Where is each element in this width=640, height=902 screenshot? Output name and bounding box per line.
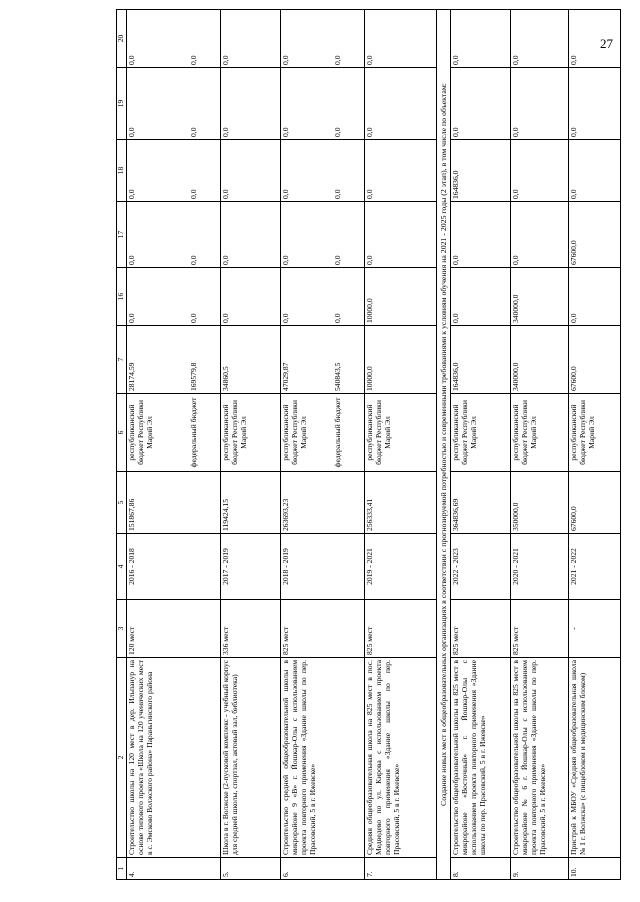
- value-7: 540843,5: [333, 326, 365, 394]
- row-number: 9.: [511, 858, 569, 880]
- value-16: 0,0: [333, 268, 365, 326]
- capacity: 825 мест: [451, 600, 511, 658]
- funding-source: федеральный бюджет: [333, 394, 365, 472]
- years: 2019 - 2021: [365, 534, 437, 600]
- capacity: 825 мест: [281, 600, 365, 658]
- years: 2020 - 2021: [511, 534, 569, 600]
- value-18: 0,0: [569, 140, 621, 202]
- value-18: 0,0: [333, 140, 365, 202]
- row-number: 8.: [451, 858, 511, 880]
- header-cell: 7: [117, 326, 127, 394]
- value-19: 0,0: [189, 68, 221, 140]
- table-row: [365, 10, 437, 880]
- value-18: 0,0: [511, 140, 569, 202]
- value-19: 0,0: [511, 68, 569, 140]
- value-16: 0,0: [127, 268, 189, 326]
- years: 2022 - 2023: [451, 534, 511, 600]
- page-number: 27: [600, 36, 613, 51]
- value-18: 0,0: [221, 140, 281, 202]
- value-18: 0,0: [189, 140, 221, 202]
- row-number: 4.: [127, 858, 221, 880]
- value-19: 0,0: [451, 68, 511, 140]
- table-row: [451, 10, 511, 880]
- header-cell: 5: [117, 472, 127, 534]
- value-19: 0,0: [333, 68, 365, 140]
- capacity: 120 мест: [127, 600, 221, 658]
- row-number: 7.: [365, 858, 437, 880]
- value-18: 0,0: [281, 140, 333, 202]
- section-row: [437, 10, 451, 880]
- value-16: 0,0: [189, 268, 221, 326]
- years: 2018 - 2019: [281, 534, 365, 600]
- object-name: Пристрой к МБОУ «Средняя общеобразовательная школа № 1 г. Волжска» (с пищеблоком и медицинским блоком): [569, 658, 621, 858]
- row-number: 6.: [281, 858, 365, 880]
- capacity: 825 мест: [365, 600, 437, 658]
- value-17: 0,0: [127, 202, 189, 268]
- budget-table: [116, 9, 621, 880]
- header-cell: 4: [117, 534, 127, 600]
- value-20: 0,0: [451, 10, 511, 68]
- section-title: Создание новых мест в общеобразовательных организациях в соответствии с прогнозируемой потребностью и современными требованиями к условиям обучения на 2021 - 2025 годы (2 этап), в том числе по объектам:: [437, 10, 451, 880]
- years: 2021 - 2022: [569, 534, 621, 600]
- funding-source: республиканский бюджет Республики Марий Эл: [221, 394, 281, 472]
- object-name: Строительство общеобразовательной школы на 825 мест в микрорайоне № 6 г. Йошкар-Олы с использованием проекта повторного применения «Здание школы по пер. Прасовский, 5 в г. Ижевске»: [511, 658, 569, 858]
- value-17: 0,0: [189, 202, 221, 268]
- value-18: 0,0: [127, 140, 189, 202]
- capacity: -: [569, 600, 621, 658]
- value-17: 0,0: [365, 202, 437, 268]
- value-20: 0,0: [281, 10, 333, 68]
- value-19: 0,0: [365, 68, 437, 140]
- value-20: 0,0: [221, 10, 281, 68]
- table-row: [569, 10, 621, 880]
- cost: 151867,86: [127, 472, 221, 534]
- funding-source: республиканский бюджет Республики Марий Эл: [451, 394, 511, 472]
- value-18: 0,0: [365, 140, 437, 202]
- funding-source: республиканский бюджет Республики Марий Эл: [365, 394, 437, 472]
- value-7: 169579,8: [189, 326, 221, 394]
- value-7: 34860,5: [221, 326, 281, 394]
- cost: 364836,69: [451, 472, 511, 534]
- value-20: 0,0: [333, 10, 365, 68]
- value-17: 67600,0: [569, 202, 621, 268]
- header-cell: 19: [117, 68, 127, 140]
- rotated-table-container: [116, 10, 626, 880]
- value-17: 0,0: [333, 202, 365, 268]
- capacity: 336 мест: [221, 600, 281, 658]
- value-17: 0,0: [511, 202, 569, 268]
- value-20: 0,0: [127, 10, 189, 68]
- object-name: Школа в г. Волжске (2-пусковой комплекс - учебный корпус для средней школы, спортзал, актовый зал, библиотека): [221, 658, 281, 858]
- years: 2017 - 2019: [221, 534, 281, 600]
- value-19: 0,0: [281, 68, 333, 140]
- cost: 263693,23: [281, 472, 365, 534]
- value-20: 0,0: [189, 10, 221, 68]
- row-number: 10.: [569, 858, 621, 880]
- value-19: 0,0: [569, 68, 621, 140]
- value-16: 0,0: [281, 268, 333, 326]
- object-name: Средняя общеобразовательная школа на 825 мест в пос. Медведево по ул. Кирова с использованием проекта повторного применения «Здание школы по пер. Прасовский, 5 в г. Ижевске»: [365, 658, 437, 858]
- value-19: 0,0: [127, 68, 189, 140]
- funding-source: федеральный бюджет: [189, 394, 221, 472]
- object-name: Строительство общеобразовательной школы на 825 мест в микрорайоне «Восточный» г. Йошкар-Олы с использованием проекта повторного применения «Здание школы по пер. Прасовский, 5 в г. Ижевске»: [451, 658, 511, 858]
- capacity: 825 мест: [511, 600, 569, 658]
- value-18: 164836,0: [451, 140, 511, 202]
- header-cell: 1: [117, 858, 127, 880]
- value-16: 0,0: [221, 268, 281, 326]
- header-cell: 16: [117, 268, 127, 326]
- cost: 350000,0: [511, 472, 569, 534]
- funding-source: республиканский бюджет Республики Марий Эл: [127, 394, 189, 472]
- row-number: 5.: [221, 858, 281, 880]
- value-17: 0,0: [221, 202, 281, 268]
- years: 2016 - 2018: [127, 534, 221, 600]
- value-20: 0,0: [511, 10, 569, 68]
- value-7: 164836,0: [451, 326, 511, 394]
- header-cell: 2: [117, 658, 127, 858]
- value-7: 47029,87: [281, 326, 333, 394]
- header-cell: 3: [117, 600, 127, 658]
- value-7: 10000,0: [365, 326, 437, 394]
- cost: 256333,41: [365, 472, 437, 534]
- value-17: 0,0: [281, 202, 333, 268]
- header-cell: 17: [117, 202, 127, 268]
- cost: 67600,0: [569, 472, 621, 534]
- table-row: [281, 10, 333, 880]
- header-cell: 20: [117, 10, 127, 68]
- value-16: 0,0: [569, 268, 621, 326]
- value-20: 0,0: [569, 10, 621, 68]
- value-17: 0,0: [451, 202, 511, 268]
- object-name: Строительство школы на 120 мест в дер. Ильпанур на основе типового проекта «Школа на 120 ученических мест в с. Эмсково Волжского района» Параньгинского района: [127, 658, 221, 858]
- table-row: [127, 10, 189, 880]
- value-16: 10000,0: [365, 268, 437, 326]
- value-20: 0,0: [365, 10, 437, 68]
- header-cell: 6: [117, 394, 127, 472]
- header-row: [117, 10, 127, 880]
- value-7: 28174,59: [127, 326, 189, 394]
- funding-source: республиканский бюджет Республики Марий Эл: [511, 394, 569, 472]
- table-row: [511, 10, 569, 880]
- funding-source: республиканский бюджет Республики Марий Эл: [281, 394, 333, 472]
- table-row: [221, 10, 281, 880]
- value-7: 340000,0: [511, 326, 569, 394]
- value-16: 340000,0: [511, 268, 569, 326]
- value-16: 0,0: [451, 268, 511, 326]
- header-cell: 18: [117, 140, 127, 202]
- value-19: 0,0: [221, 68, 281, 140]
- value-7: 67600,0: [569, 326, 621, 394]
- funding-source: республиканский бюджет Республики Марий Эл: [569, 394, 621, 472]
- object-name: Строительство средней общеобразовательной школы в микрорайоне 9 «В» г. Йошкар-Олы с использованием проекта повторного применения «Здание школы по пер. Прасовский, 5 в г. Ижевске»: [281, 658, 365, 858]
- cost: 119424,15: [221, 472, 281, 534]
